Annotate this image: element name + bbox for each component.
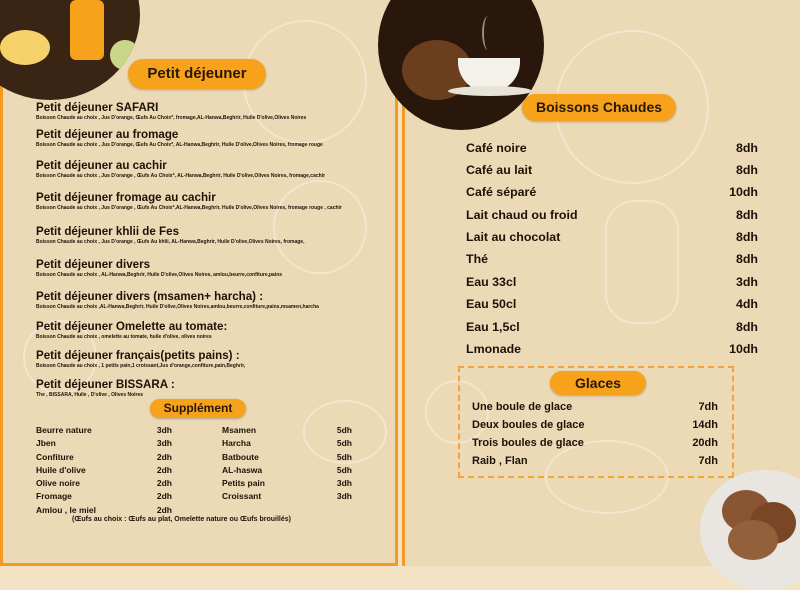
- item-description: Boisson Chaude au choix , omelette au tomate, huile d'olive, olives noires: [36, 334, 212, 340]
- menu-item: [472, 437, 718, 449]
- item-name: Petit déjeuner Omelette au tomate:: [36, 320, 228, 333]
- menu-item: [472, 401, 718, 413]
- supplement-price: 5dh: [336, 451, 352, 462]
- item-name: Eau 33cl: [466, 275, 517, 289]
- item-price: 8dh: [735, 230, 758, 244]
- supplement-name: Batboute: [222, 451, 259, 462]
- supplement-price: 5dh: [336, 425, 352, 435]
- menu-item: [466, 208, 758, 222]
- menu-item: [466, 230, 758, 244]
- item-description: Boisson Chaude au choix ,AL-Hanwa,Beghrir, Huile D'olive,Olives Noires,amlou,beurre,confiture,pains,msamen,harcha: [36, 304, 319, 310]
- item-name: Lait chaud ou froid: [466, 208, 578, 222]
- item-description: The , BISSARA, Huile , D'olive , Olives Noires: [36, 392, 144, 398]
- item-name: Petit déjeuner français(petits pains) :: [36, 349, 240, 362]
- item-name: Trois boules de glace: [472, 437, 584, 449]
- item-name: Petit déjeuner divers: [36, 258, 151, 271]
- supplement-row: [222, 477, 352, 490]
- item-description: Boisson Chaude au choix , Jus D'orange , Œufs Au khlii, AL-Hanwa,Beghrir, Huile D'olive,Olives Noires, fromage,: [36, 239, 305, 245]
- supplement-price: 3dh: [336, 491, 352, 502]
- supplement-name: Harcha: [222, 438, 251, 449]
- item-price: 10dh: [729, 185, 758, 199]
- supplement-row: [36, 451, 172, 464]
- supplement-name: Olive noire: [36, 478, 80, 489]
- supplement-row: [222, 464, 352, 477]
- supplement-price: 5dh: [336, 438, 352, 449]
- menu-item: [466, 275, 758, 289]
- supplement-row: [36, 464, 172, 477]
- supplement-row: [36, 490, 172, 503]
- supplement-row: [222, 424, 352, 437]
- item-name: Une boule de glace: [472, 401, 573, 413]
- ice-cream-title: Glaces: [550, 371, 646, 395]
- item-name: Café séparé: [466, 185, 537, 199]
- item-price: 8dh: [735, 252, 758, 266]
- menu-item: [466, 163, 758, 177]
- supplement-title: Supplément: [150, 399, 246, 418]
- item-name: Lait au chocolat: [466, 230, 561, 244]
- item-price: 7dh: [698, 401, 718, 413]
- supplement-row: [36, 424, 172, 437]
- item-price: 8dh: [735, 141, 758, 155]
- item-price: 3dh: [735, 275, 758, 289]
- item-name: Lmonade: [466, 342, 522, 356]
- item-description: Boisson Chaude au choix , Jus D'orange , Œufs Au Choix*, AL-Hanwa,Beghrir, Huile D'olive,Olives Noires, fromage,cachir: [36, 173, 326, 179]
- supplement-name: Msamen: [222, 425, 257, 435]
- item-name: Petit déjeuner au fromage: [36, 128, 179, 141]
- item-price: 14dh: [692, 419, 718, 431]
- menu-item: [472, 455, 718, 467]
- item-name: Petit déjeuner SAFARI: [36, 101, 159, 114]
- supplement-price: 3dh: [156, 438, 172, 449]
- menu-item: [466, 297, 758, 311]
- supplement-list-1: [36, 424, 172, 517]
- menu-item: [472, 419, 718, 431]
- item-price: 10dh: [729, 342, 758, 356]
- item-price: 8dh: [735, 320, 758, 334]
- supplement-row: [222, 451, 352, 464]
- item-description: Boisson Chaude au choix , 1 petits pain,1 croissant,Jus d'orange,confiture,pain,Beghrir,: [36, 363, 246, 369]
- item-description: Boisson Chaude au choix , Jus D'orange, Œufs Au Choix*, AL-Hanwa,Beghrir, Huile D'olive,Olives Noires, fromage rouge: [36, 142, 323, 148]
- supplement-price: 3dh: [336, 478, 352, 489]
- supplement-row: [222, 437, 352, 450]
- item-name: Eau 1,5cl: [466, 320, 520, 334]
- supplement-name: Beurre nature: [36, 425, 92, 435]
- hot-drinks-title: Boissons Chaudes: [522, 94, 676, 121]
- item-description: Boisson Chaude au choix , Jus D'orange , Œufs Au Choix*,AL-Hanwa,Beghrir, Huile D'olive,Olives Noires, fromage rouge , cachir: [36, 205, 342, 211]
- item-price: 20dh: [692, 437, 718, 449]
- item-name: Petit déjeuner au cachir: [36, 159, 167, 172]
- item-name: Eau 50cl: [466, 297, 517, 311]
- item-price: 8dh: [735, 208, 758, 222]
- item-name: Café au lait: [466, 163, 533, 177]
- supplement-name: Huile d'olive: [36, 464, 86, 475]
- supplement-name: Fromage: [36, 491, 72, 502]
- item-name: Petit déjeuner divers (msamen+ harcha) :: [36, 290, 264, 303]
- supplement-name: Amlou , le miel: [36, 504, 96, 515]
- item-name: Deux boules de glace: [472, 419, 585, 431]
- menu-item: [466, 185, 758, 199]
- menu-item: [466, 320, 758, 334]
- menu-item: [466, 252, 758, 266]
- menu-item: [466, 342, 758, 356]
- supplement-list-2: [222, 424, 352, 504]
- item-name: Thé: [466, 252, 489, 266]
- item-price: 7dh: [698, 455, 718, 467]
- eggs-footnote: (Œufs au choix : Œufs au plat, Omelette nature ou Œufs brouillés): [72, 516, 291, 523]
- supplement-name: Confiture: [36, 451, 74, 462]
- item-description: Boisson Chaude au choix , AL-Hanwa,Beghrir, Huile D'olive,Olives Noires, amlou,beurre,confiture,pains: [36, 272, 283, 278]
- item-price: 8dh: [735, 163, 758, 177]
- supplement-name: AL-haswa: [222, 464, 263, 475]
- breakfast-title: Petit déjeuner: [128, 59, 266, 89]
- supplement-price: 5dh: [336, 464, 352, 475]
- supplement-row: [36, 437, 172, 450]
- supplement-name: Petits pain: [222, 478, 265, 489]
- item-name: Raib , Flan: [472, 455, 528, 467]
- supplement-price: 2dh: [156, 504, 172, 515]
- item-name: Petit déjeuner khlii de Fes: [36, 225, 180, 238]
- supplement-name: Jben: [36, 438, 56, 449]
- supplement-name: Croissant: [222, 491, 262, 502]
- supplement-row: [36, 477, 172, 490]
- menu-item: [466, 141, 758, 155]
- item-price: 4dh: [735, 297, 758, 311]
- supplement-price: 2dh: [156, 464, 172, 475]
- supplement-price: 3dh: [156, 425, 172, 435]
- item-description: Boisson Chaude au choix , Jus D'orange, Œufs Au Choix*, fromage,AL-Hanwa,Beghrir, Huile D'olive,Olives Noires: [36, 115, 307, 121]
- item-name: Petit déjeuner fromage au cachir: [36, 191, 216, 204]
- supplement-price: 2dh: [156, 478, 172, 489]
- supplement-price: 2dh: [156, 451, 172, 462]
- item-name: Petit déjeuner BISSARA :: [36, 378, 175, 391]
- supplement-price: 2dh: [156, 491, 172, 502]
- supplement-row: [222, 490, 352, 503]
- item-name: Café noire: [466, 141, 527, 155]
